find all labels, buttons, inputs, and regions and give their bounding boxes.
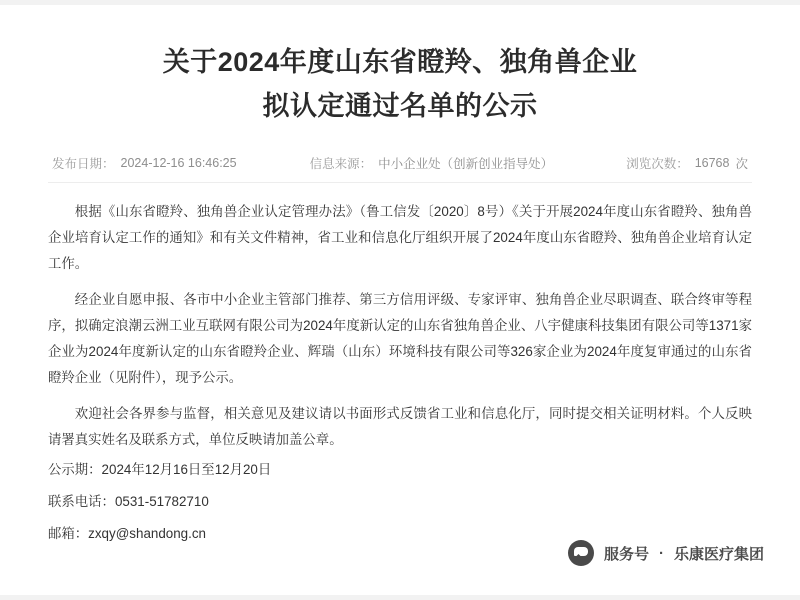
views-unit: 次 [735, 157, 748, 171]
source-value: 中小企业处（创新创业指导处） [378, 157, 554, 171]
account-label: 服务号 [603, 545, 649, 563]
footer-account-badge [568, 540, 764, 566]
top-divider-bar [0, 0, 800, 5]
publish-date-value: 2024-12-16 16:46:25 [120, 156, 237, 170]
notice-period: 公示期：2024年12月16日至12月20日 [48, 462, 272, 477]
meta-divider [48, 182, 752, 183]
views-group [626, 154, 748, 172]
publish-date-group [52, 154, 237, 172]
page-title-line-2: 拟认定通过名单的公示 [262, 91, 538, 121]
source-group [310, 154, 554, 172]
views-label: 浏览次数： [626, 157, 689, 171]
badge-separator: · [658, 544, 664, 562]
document-body [48, 199, 752, 547]
body-paragraph: 欢迎社会各界参与监督，相关意见及建议请以书面形式反馈省工业和信息化厅，同时提交相关证明材料。个人反映请署真实姓名及联系方式，单位反映请加盖公章。 [48, 406, 752, 447]
publish-date-label: 发布日期： [52, 157, 115, 171]
contact-email: 邮箱：zxqy@shandong.cn [48, 526, 206, 541]
bottom-divider-bar [0, 595, 800, 600]
wechat-service-account-icon [568, 540, 594, 566]
document-meta [48, 154, 752, 172]
brand-name: 乐康医疗集团 [673, 545, 764, 563]
body-paragraph: 根据《山东省瞪羚、独角兽企业认定管理办法》（鲁工信发〔2020〕8号）《关于开展2024年度山东省瞪羚、独角兽企业培育认定工作的通知》和有关文件精神，省工业和信息化厅组织开展了2024年度山东省瞪羚、独角兽企业培育认定工作。 [48, 204, 752, 271]
contact-phone: 联系电话：0531-51782710 [48, 494, 209, 509]
page-title-line-1: 关于2024年度山东省瞪羚、独角兽企业 [162, 47, 638, 77]
source-label: 信息来源： [309, 157, 373, 171]
body-paragraph: 经企业自愿申报、各市中小企业主管部门推荐、第三方信用评级、专家评审、独角兽企业尽职调查、联合终审等程序，拟确定浪潮云洲工业互联网有限公司为2024年度新认定的山东省独角兽企业、八宇健康科技集团有限公司等1371家企业为2024年度新认定的山东省瞪羚企业、辉瑞（山东）环境科技有限公司等326家企业为2024年度复审通过的山东省瞪羚企业（见附件），现予公示。 [48, 292, 752, 385]
page-title [48, 40, 752, 128]
views-value: 16768 [694, 156, 730, 170]
